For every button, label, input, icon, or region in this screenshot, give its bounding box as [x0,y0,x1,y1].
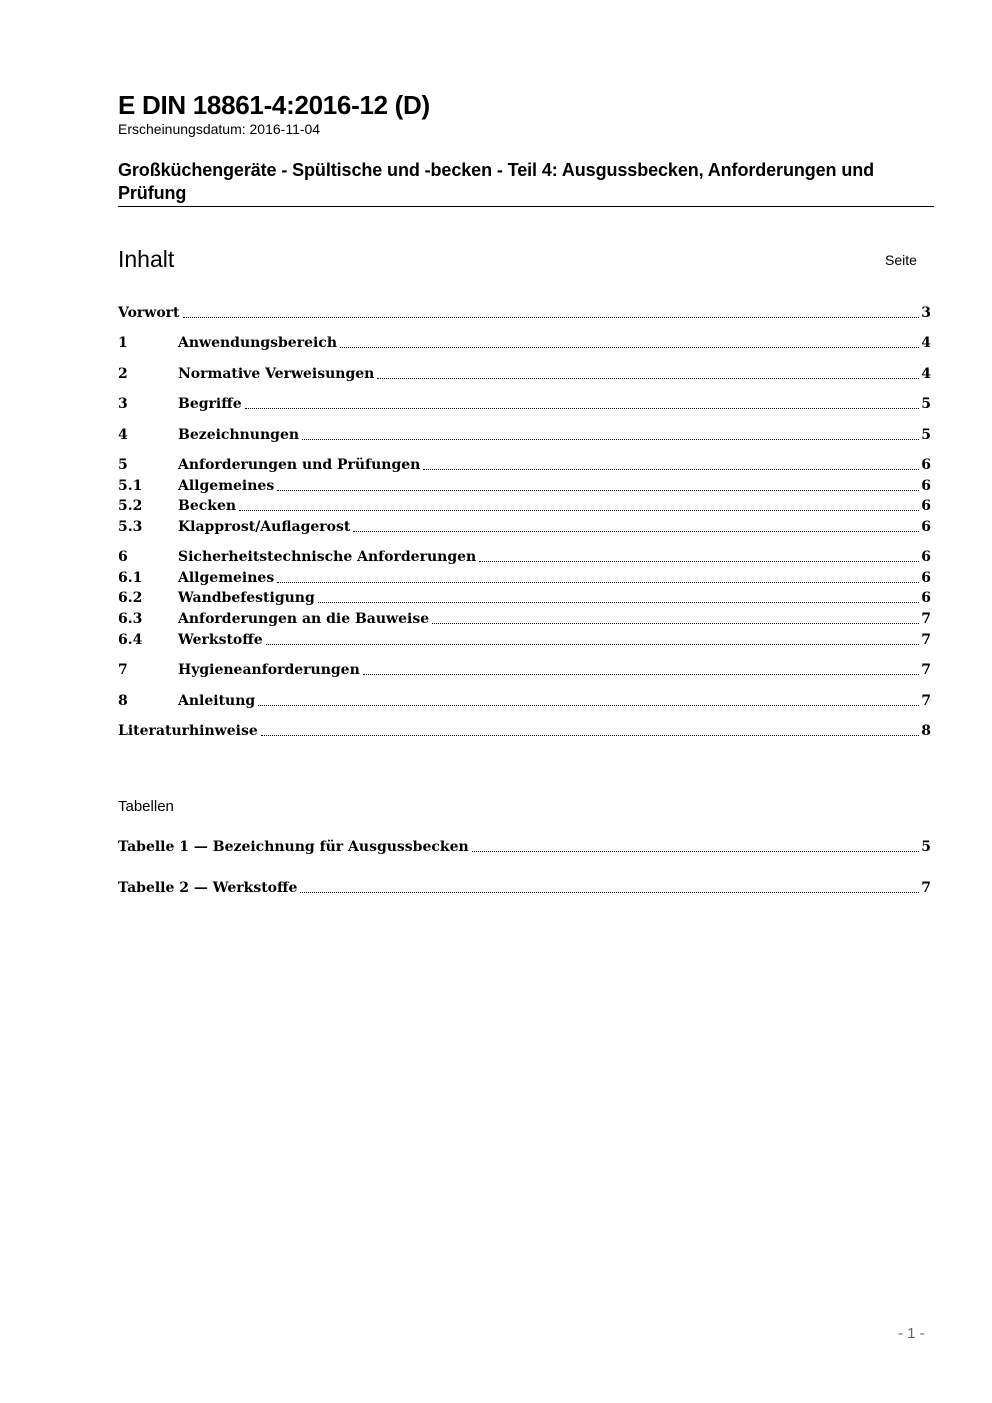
toc-entry-text: Anforderungen und Prüfungen [178,457,421,473]
toc-entry-number: 5.1 [118,478,143,494]
toc-entry-number: 5.3 [118,519,143,535]
toc-entry-number: 5.2 [118,498,143,514]
toc-entry-text: Anleitung [178,693,256,709]
tables-entry-page: 5 [921,839,931,855]
toc-entry-5-1[interactable] [118,475,931,495]
toc-leader-dots [432,623,919,624]
toc-entry-page: 4 [921,366,931,382]
toc-entry-number: 6.3 [118,611,143,627]
page-number: - 1 - [898,1325,925,1342]
toc-entry-vorwort[interactable] [118,302,931,322]
toc-leader-dots [266,644,920,645]
toc-entry-page: 6 [921,498,931,514]
toc-leader-dots [261,735,920,736]
toc-entry-number: 5 [118,457,128,473]
toc-leader-dots [302,439,919,440]
toc-leader-dots [377,378,919,379]
toc-entry-page: 6 [921,570,931,586]
toc-entry-5-2[interactable] [118,495,931,515]
toc-entry-number: 6.4 [118,632,143,648]
tables-entry-1[interactable] [118,836,931,856]
tables-entry-text: Tabelle 1 — Bezeichnung für Ausgussbecken [118,839,469,855]
toc-leader-dots [479,561,919,562]
tables-entry-page: 7 [921,880,931,896]
toc-entry-7[interactable] [118,659,931,679]
toc-entry-page: 6 [921,549,931,565]
toc-entry-text: Sicherheitstechnische Anforderungen [178,549,477,565]
toc-entry-number: 7 [118,662,128,678]
toc-heading: Inhalt [118,246,175,272]
toc-entry-5-3[interactable] [118,516,931,536]
toc-leader-dots [245,408,920,409]
toc-entry-6-2[interactable] [118,587,931,607]
toc-entry-number: 6 [118,549,128,565]
toc-entry-number: 6.2 [118,590,143,606]
toc-entry-text: Literaturhinweise [118,723,258,739]
toc-entry-page: 6 [921,478,931,494]
tables-heading: Tabellen [118,798,174,815]
toc-entry-number: 6.1 [118,570,143,586]
toc-leader-dots [183,317,920,318]
toc-entry-text: Becken [178,498,237,514]
toc-entry-page: 6 [921,590,931,606]
toc-entry-page: 3 [921,305,931,321]
toc-leader-dots [423,469,919,470]
toc-leader-dots [353,531,919,532]
toc-entry-text: Wandbefestigung [178,590,315,606]
toc-entry-page: 8 [921,723,931,739]
toc-entry-6-1[interactable] [118,567,931,587]
toc-entry-number: 1 [118,335,128,351]
toc-entry-text: Begriffe [178,396,242,412]
toc-entry-page: 6 [921,457,931,473]
toc-entry-6-4[interactable] [118,629,931,649]
toc-entry-page: 7 [921,662,931,678]
toc-leader-dots [277,490,919,491]
document-id: E DIN 18861-4:2016-12 (D) [118,90,430,120]
tables-entry-2[interactable] [118,877,931,897]
toc-leader-dots [300,892,919,893]
toc-leader-dots [258,705,919,706]
toc-entry-page: 5 [921,396,931,412]
toc-entry-8[interactable] [118,690,931,710]
toc-leader-dots [239,510,919,511]
toc-entry-text: Anforderungen an die Bauweise [178,611,430,627]
toc-entry-text: Allgemeines [178,478,275,494]
toc-entry-number: 3 [118,396,128,412]
toc-leader-dots [318,602,919,603]
tables-entry-text: Tabelle 2 — Werkstoffe [118,880,298,896]
title-divider [118,206,934,207]
publication-date: Erscheinungsdatum: 2016-11-04 [118,121,321,137]
toc-leader-dots [363,674,919,675]
toc-entry-5[interactable] [118,454,931,474]
toc-entry-text: Werkstoffe [178,632,263,648]
toc-entry-text: Bezeichnungen [178,427,300,443]
toc-entry-text: Anwendungsbereich [178,335,337,351]
toc-entry-text: Normative Verweisungen [178,366,375,382]
toc-entry-4[interactable] [118,424,931,444]
toc-entry-text: Hygieneanforderungen [178,662,360,678]
toc-entry-2[interactable] [118,363,931,383]
toc-leader-dots [472,851,920,852]
document-title: Großküchengeräte - Spültische und -becken - Teil 4: Ausgussbecken, Anforderungen und Prüfung [118,160,875,203]
toc-entry-text: Vorwort [118,305,180,321]
toc-entry-text: Klapprost/Auflagerost [178,519,351,535]
toc-entry-6-3[interactable] [118,608,931,628]
toc-leader-dots [340,347,919,348]
toc-entry-page: 6 [921,519,931,535]
toc-leader-dots [277,582,919,583]
toc-entry-literaturhinweise[interactable] [118,720,931,740]
toc-entry-number: 2 [118,366,128,382]
toc-entry-page: 7 [921,632,931,648]
toc-entry-number: 8 [118,693,128,709]
toc-entry-number: 4 [118,427,128,443]
toc-entry-6[interactable] [118,546,931,566]
page-column-heading: Seite [885,252,917,268]
toc-entry-1[interactable] [118,332,931,352]
toc-entry-page: 4 [921,335,931,351]
toc-entry-page: 7 [921,693,931,709]
toc-entry-page: 5 [921,427,931,443]
toc-entry-3[interactable] [118,393,931,413]
toc-entry-text: Allgemeines [178,570,275,586]
toc-entry-page: 7 [921,611,931,627]
